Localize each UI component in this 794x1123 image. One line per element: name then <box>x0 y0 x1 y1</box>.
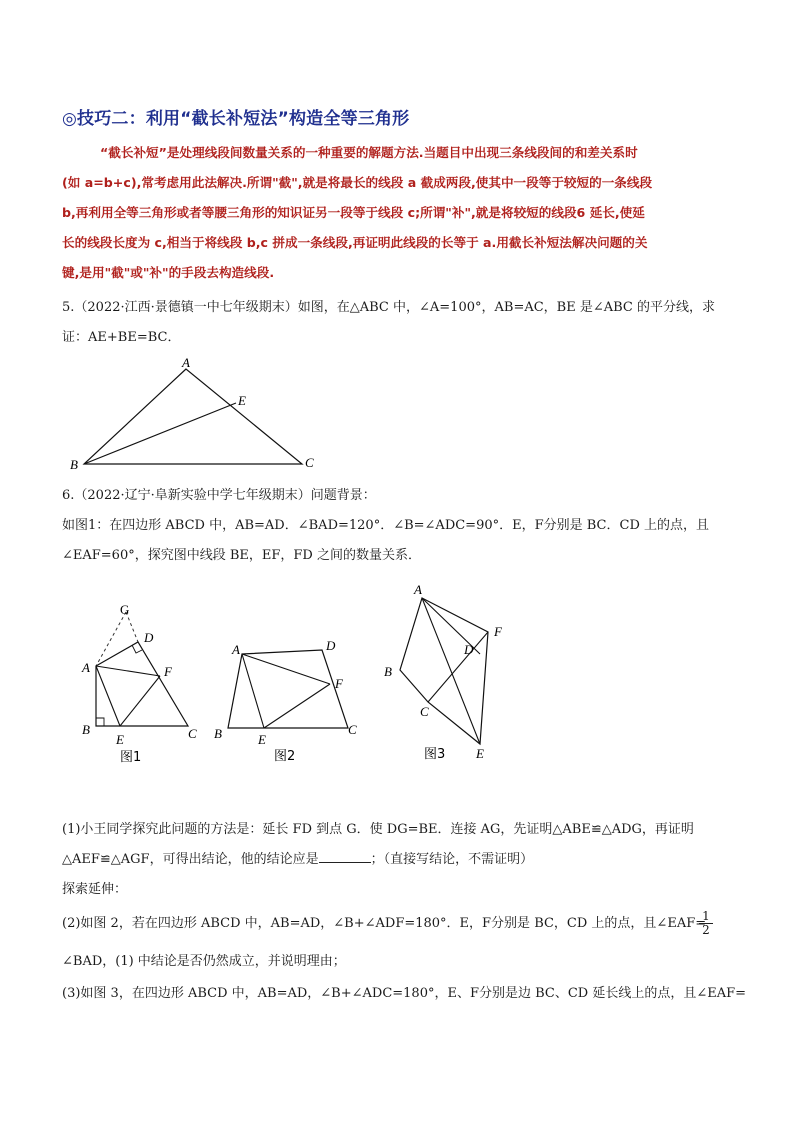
fig1-label-g: G <box>120 602 130 617</box>
segment-af <box>96 666 160 676</box>
fig1-label-d: D <box>144 630 154 645</box>
fig2-label-e: E <box>258 732 266 747</box>
intro-line-2: (如 a=b+c),常考虑用此法解决.所谓"截",就是将最长的线段 a 截成两段,使其中一段等于较短的一条线段 <box>62 175 653 190</box>
section-title: ◎技巧二：利用“截长补短法”构造全等三角形 <box>62 109 410 129</box>
figure-1 <box>72 598 212 768</box>
intro-line-3: b,再利用全等三角形或者等腰三角形的知识证另一段等于线段 c;所谓"补",就是将较短的线段6 延长,使延 <box>62 205 645 220</box>
fig1-caption: 图1 <box>120 750 142 765</box>
q6-part1-line-2 <box>62 846 533 874</box>
segment-ef <box>120 676 160 726</box>
q6-line-2: 如图1：在四边形 ABCD 中，AB=AD．∠BAD=120°．∠B=∠ADC=90°．E，F分别是 BC．CD 上的点，且 <box>62 518 710 533</box>
answer-blank <box>319 850 371 863</box>
fig1-label-a: A <box>82 660 90 675</box>
q6-part2-line-2: ∠BAD，(1) 中结论是否仍然成立，并说明理由； <box>62 954 346 969</box>
fig3-label-b: B <box>384 664 392 679</box>
fig2-label-a: A <box>232 642 240 657</box>
intro-line-4: 长的线段长度为 c,相当于将线段 b,c 拼成一条线段,再证明此线段的长等于 a.用截长补短法解决问题的关 <box>62 235 648 250</box>
fig1-label-c: C <box>188 726 197 741</box>
q6-part1-text: △AEF≌△AGF，可得出结论，他的结论应是 <box>62 852 319 867</box>
fig3-label-e: E <box>476 746 484 761</box>
figure-3 <box>380 578 520 763</box>
label-c: C <box>305 455 314 470</box>
segment-ae <box>96 666 120 726</box>
q6-part1-tail: ；（直接写结论，不需证明） <box>370 852 534 867</box>
figure-2 <box>212 630 372 770</box>
fraction-denominator: 2 <box>699 923 713 937</box>
fig2-label-c: C <box>348 722 357 737</box>
label-b: B <box>70 457 78 472</box>
fig2-segment-ae <box>242 654 264 728</box>
fig2-label-b: B <box>214 726 222 741</box>
fig1-label-b: B <box>82 722 90 737</box>
triangle-abc <box>84 369 302 464</box>
fig3-caption: 图3 <box>424 747 446 762</box>
fig3-label-d: D <box>464 642 474 657</box>
intro-line-1: “截长补短”是处理线段间数量关系的一种重要的解题方法.当题目中出现三条线段间的和差关系时 <box>100 145 638 160</box>
label-a: A <box>182 355 190 370</box>
explore-heading: 探索延伸： <box>62 882 128 897</box>
fig1-label-f: F <box>164 664 172 679</box>
fig3-segment-cf <box>428 632 488 702</box>
right-angle-b <box>96 718 104 726</box>
fig3-label-a: A <box>414 582 422 597</box>
fig3-segment-ae <box>422 598 480 744</box>
fig2-label-d: D <box>326 638 336 653</box>
fig3-label-c: C <box>420 704 429 719</box>
fig3-label-f: F <box>494 624 502 639</box>
q6-line-3: ∠EAF=60°，探究图中线段 BE，EF，FD 之间的数量关系． <box>62 548 421 563</box>
q6-part1-line-1: (1)小王同学探究此问题的方法是：延长 FD 到点 G．使 DG=BE．连接 AG，先证明△ABE≌△ADG，再证明 <box>62 822 694 837</box>
intro-line-5: 键,是用"截"或"补"的手段去构造线段. <box>62 265 275 280</box>
quad-abcd-2 <box>228 650 348 728</box>
q6-part2-line-1: (2)如图 2，若在四边形 ABCD 中，AB=AD，∠B+∠ADF=180°．E，F分别是 BC，CD 上的点，且∠EAF= <box>62 916 707 931</box>
fig2-segment-af <box>242 654 330 684</box>
bisector-be <box>84 403 236 464</box>
q6-part3-line-1: (3)如图 3，在四边形 ABCD 中，AB=AD，∠B+∠ADC=180°，E、F分别是边 BC、CD 延长线上的点，且∠EAF= <box>62 986 747 1001</box>
q6-line-1: 6.（2022·辽宁·阜新实验中学七年级期末）问题背景： <box>62 488 376 503</box>
fig2-label-f: F <box>335 676 343 691</box>
fraction-half <box>699 910 713 937</box>
fraction-numerator: 1 <box>702 909 710 923</box>
q5-line-1: 5.（2022·江西·景德镇一中七年级期末）如图，在△ABC 中，∠A=100°，AB=AC，BE 是∠ABC 的平分线，求 <box>62 300 715 315</box>
q5-triangle-figure <box>60 355 330 475</box>
fig2-caption: 图2 <box>274 749 296 764</box>
q5-line-2: 证：AE+BE=BC． <box>62 330 181 345</box>
fig2-segment-ef <box>264 684 330 728</box>
fig1-label-e: E <box>116 732 124 747</box>
label-e: E <box>238 393 246 408</box>
quad-abcd-1 <box>96 642 188 726</box>
